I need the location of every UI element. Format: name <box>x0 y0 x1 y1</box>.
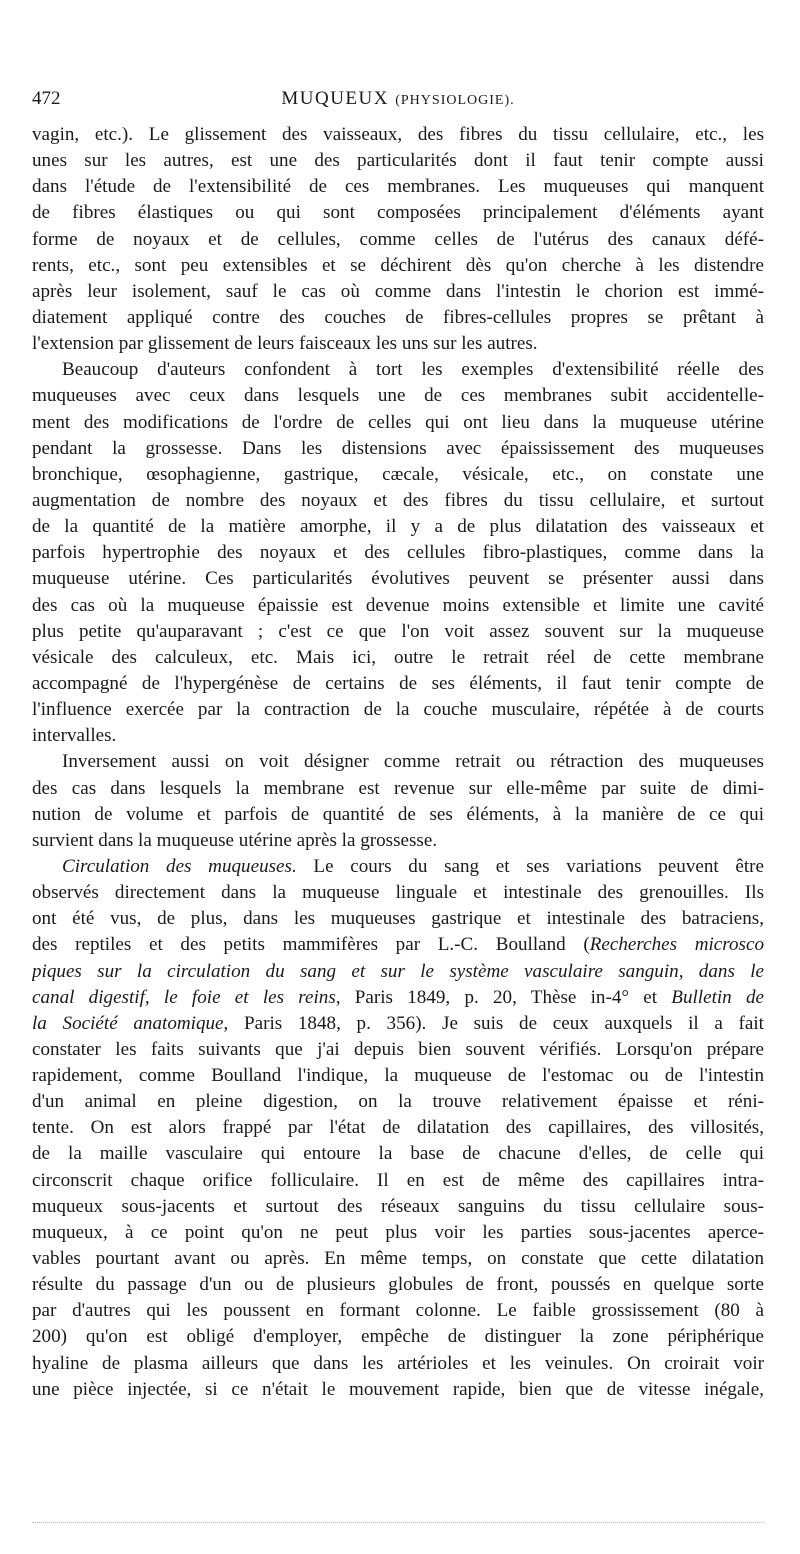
text-line: diatement appliqué contre des couches de fibres-cellules propres se prêtant à <box>32 306 764 328</box>
text-line: accompagné de l'hypergénèse de certains de ses éléments, il faut tenir compte de <box>32 672 764 694</box>
text-line: l'extension par glissement de leurs faisceaux les uns sur les autres. <box>32 333 538 355</box>
text-line: la Société anatomique, Paris 1848, p. 356). Je suis de ceux auxquels il a fait <box>32 1012 764 1034</box>
text-line: augmentation de nombre des noyaux et des fibres du tissu cellulaire, et surtout <box>32 489 764 511</box>
running-header <box>32 88 764 116</box>
text-line: piques sur la circulation du sang et sur le système vasculaire sanguin, dans le <box>32 960 764 982</box>
text-line: vagin, etc.). Le glissement des vaisseaux, des fibres du tissu cellulaire, etc., les <box>32 124 764 145</box>
text-line: canal digestif, le foie et les reins, Paris 1849, p. 20, Thèse in-4° et Bulletin de <box>32 986 764 1008</box>
text-line: observés directement dans la muqueuse linguale et intestinale des grenouilles. Ils <box>32 882 764 904</box>
text-line: unes sur les autres, est une des particularités dont il faut tenir compte aussi <box>32 150 764 172</box>
text-line: plus petite qu'auparavant ; c'est ce que l'on voit assez souvent sur la muqueuse <box>32 620 764 642</box>
text-line: après leur isolement, sauf le cas où comme dans l'intestin le chorion est immé- <box>32 280 764 302</box>
text-line: nution de volume et parfois de quantité de ses éléments, à la manière de ce qui <box>32 803 764 825</box>
text-line: muqueux, à ce point qu'on ne peut plus voir les parties sous-jacentes aperce- <box>32 1221 764 1243</box>
text-line: forme de noyaux et de cellules, comme celles de l'utérus des canaux défé- <box>32 228 764 250</box>
text-line: par d'autres qui les poussent en formant colonne. Le faible grossissement (80 à <box>32 1300 764 1322</box>
header-title-main: MUQUEUX <box>281 88 389 109</box>
text-line: Inversement aussi on voit désigner comme retrait ou rétraction des muqueuses <box>62 751 764 773</box>
footer-rule <box>32 1522 764 1523</box>
text-line: constater les faits suivants que j'ai depuis bien souvent vérifiés. Lorsqu'on prépare <box>32 1038 764 1060</box>
page-number: 472 <box>32 88 61 109</box>
text-line: des cas dans lesquels la membrane est revenue sur elle-même par suite de dimi- <box>32 777 764 799</box>
text-line: muqueuse utérine. Ces particularités évolutives peuvent se présenter aussi dans <box>32 568 764 590</box>
body-text <box>32 122 764 1403</box>
header-title <box>32 88 764 110</box>
text-line: vésicale des calculeux, etc. Mais ici, outre le retrait réel de cette membrane <box>32 646 764 668</box>
text-line: l'influence exercée par la contraction de la couche musculaire, répétée à de courts <box>32 699 764 721</box>
text-line: Beaucoup d'auteurs confondent à tort les exemples d'extensibilité réelle des <box>62 359 764 381</box>
text-line: tente. On est alors frappé par l'état de dilatation des capillaires, des villosités, <box>32 1117 764 1139</box>
header-title-sub: (PHYSIOLOGIE). <box>395 93 515 108</box>
text-line: une pièce injectée, si ce n'était le mouvement rapide, bien que de vitesse inégale, <box>32 1378 764 1400</box>
text-line: de fibres élastiques ou qui sont composées principalement d'éléments ayant <box>32 202 764 224</box>
text-line: 200) qu'on est obligé d'employer, empêche de distinguer la zone périphérique <box>32 1326 764 1348</box>
text-line: des cas où la muqueuse épaissie est devenue moins extensible et limite une cavité <box>32 594 764 616</box>
text-line: bronchique, œsophagienne, gastrique, cæcale, vésicale, etc., on constate une <box>32 463 764 485</box>
text-line: hyaline de plasma ailleurs que dans les artérioles et les veinules. On croirait voir <box>32 1352 764 1374</box>
text-line: muqueuses avec ceux dans lesquels une de ces membranes subit accidentelle- <box>32 385 764 407</box>
text-line: Circulation des muqueuses. Le cours du sang et ses variations peuvent être <box>62 855 764 877</box>
text-line: muqueux sous-jacents et surtout des réseaux sanguins du tissu cellulaire sous- <box>32 1195 764 1217</box>
text-line: de la maille vasculaire qui entoure la base de chacune d'elles, de celle qui <box>32 1143 764 1165</box>
text-line: de la quantité de la matière amorphe, il y a de plus dilatation des vaisseaux et <box>32 516 764 538</box>
text-line: vables pourtant avant ou après. En même temps, on constate que cette dilatation <box>32 1248 764 1270</box>
text-line: rents, etc., sont peu extensibles et se déchirent dès qu'on cherche à les distendre <box>32 254 764 276</box>
text-line: survient dans la muqueuse utérine après la grossesse. <box>32 829 438 851</box>
text-line: ont été vus, de plus, dans les muqueuses gastrique et intestinale des batraciens, <box>32 908 764 930</box>
text-line: intervalles. <box>32 725 117 747</box>
text-line: résulte du passage d'un ou de plusieurs globules de front, poussés en quelque sorte <box>32 1274 764 1296</box>
text-line: parfois hypertrophie des noyaux et des cellules fibro-plastiques, comme dans la <box>32 542 764 564</box>
document-page <box>32 0 764 1554</box>
text-line: pendant la grossesse. Dans les distensions avec épaississement des muqueuses <box>32 437 764 459</box>
text-line: d'un animal en pleine digestion, on la trouve relativement épaisse et réni- <box>32 1091 764 1113</box>
text-line: circonscrit chaque orifice folliculaire. Il en est de même des capillaires intra- <box>32 1169 764 1191</box>
text-line: rapidement, comme Boulland l'indique, la muqueuse de l'estomac ou de l'intestin <box>32 1065 764 1087</box>
text-line: des reptiles et des petits mammifères par L.-C. Boulland (Recherches microsco <box>32 934 764 956</box>
text-line: ment des modifications de l'ordre de celles qui ont lieu dans la muqueuse utérine <box>32 411 764 433</box>
text-line: dans l'étude de l'extensibilité de ces membranes. Les muqueuses qui manquent <box>32 176 764 198</box>
